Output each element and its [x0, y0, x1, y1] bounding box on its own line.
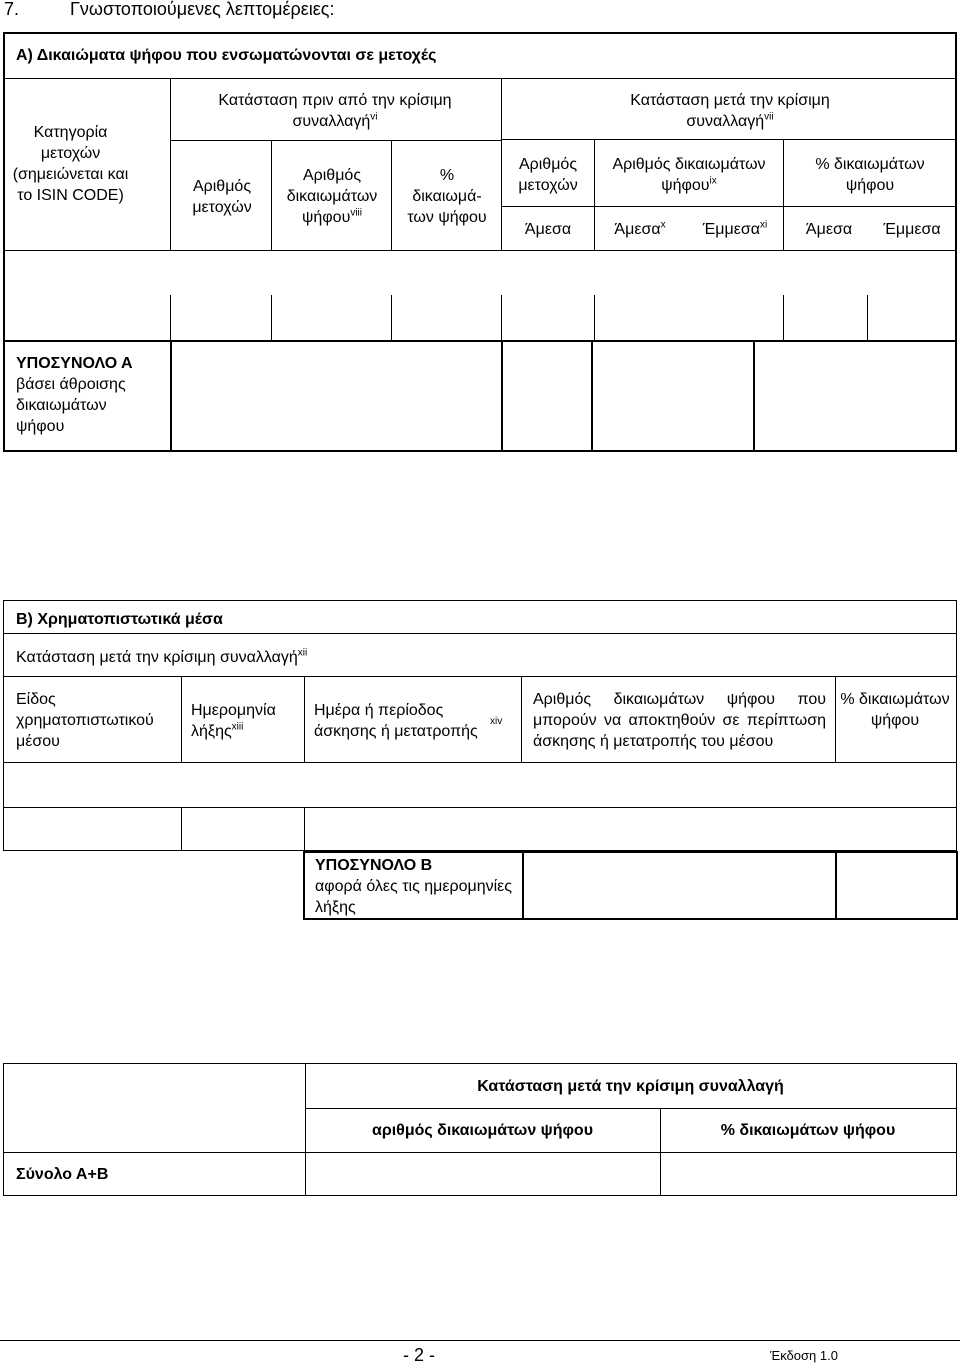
part-a-data-bottom-line — [4, 340, 956, 342]
after-col-shares: Αριθμός μετοχών — [518, 156, 578, 194]
part-a-data-line-1 — [170, 295, 171, 340]
part-a-data-line-4 — [501, 295, 502, 340]
subtotal-b-text: αφορά όλες τις ημερομηνίες λήξης — [315, 878, 512, 916]
part-b-col-line-3 — [521, 676, 522, 762]
part-a-subheader-line — [501, 206, 956, 207]
before-status-sup: vi — [370, 111, 378, 123]
total-label: Σύνολο Α+Β — [16, 1166, 109, 1183]
part-a-title: Α) Δικαιώματα ψήφου που ενσωματώνονται σε μετοχές — [16, 47, 437, 64]
after-sub-indirect — [693, 219, 777, 240]
part-a-before-subheader-line — [170, 140, 501, 141]
before-col-shares: Αριθμός μετοχών — [192, 178, 252, 216]
col-instrument-type: Είδος χρηματοπιστωτικού μέσου — [16, 691, 154, 750]
part-b-line-4 — [4, 807, 956, 808]
part-a-subtotal-line-4 — [753, 341, 755, 451]
before-col-rights-text: Αριθμός δικαιωμάτων ψήφου — [286, 167, 378, 226]
part-b-line-2 — [4, 676, 956, 677]
after-col-rights-text: Αριθμός δικαιωμάτων ψήφου — [612, 156, 766, 194]
part-b-status — [16, 647, 307, 668]
subtotal-a-text: βάσει άθροισης δικαιωμάτων ψήφου — [16, 376, 126, 435]
part-b-line-3 — [4, 762, 956, 763]
col-expiry-date — [191, 700, 296, 742]
part-a-col-line-1 — [170, 78, 171, 250]
part-a-header-bottom-line — [4, 250, 956, 251]
part-b-title: Β) Χρηματοπιστωτικά μέσα — [16, 611, 223, 628]
after-status-heading — [605, 90, 855, 132]
after-sub-indirect2: Έμμεσα — [883, 221, 941, 238]
col-pct-rights: % δικαιωμάτων ψήφου — [840, 691, 950, 729]
part-b-row-line-1 — [181, 807, 182, 851]
subtotal-b — [315, 855, 515, 918]
total-line-1 — [305, 1108, 956, 1109]
part-a-col-line-4 — [501, 78, 502, 250]
after-sub-indirect-text: Έμμεσα — [702, 221, 760, 238]
section-number: 7. — [4, 0, 20, 19]
section-title: Γνωστοποιούμενες λεπτομέρειες: — [70, 0, 335, 19]
total-col-pct: % δικαιωμάτων ψήφου — [720, 1122, 896, 1139]
footer-rule — [0, 1340, 960, 1341]
part-a-data-line-5 — [594, 295, 595, 340]
total-line-2 — [4, 1152, 956, 1153]
part-b-row-line-2 — [304, 807, 305, 851]
col-exercise-period-sup: xiv — [490, 716, 503, 727]
after-sub-direct2 — [600, 219, 680, 240]
after-sub-direct2-sup: x — [660, 219, 666, 231]
subtotal-b-label: ΥΠΟΣΥΝΟΛΟ Β — [315, 857, 433, 874]
col-rights-acquirable: Αριθμός δικαιωμάτων ψήφου που μπορούν να αποκτηθούν σε περίπτωση άσκησης ή μετατροπής του μέσου — [533, 691, 826, 750]
after-sub-direct: Άμεσα — [524, 221, 572, 238]
part-a-subtotal-line-1 — [170, 341, 172, 451]
after-col-rights — [600, 154, 778, 196]
subtotal-b-line-2 — [835, 851, 837, 920]
part-a-col-line-5 — [594, 139, 595, 250]
after-col-pct: % δικαιωμάτων ψήφου — [815, 156, 925, 194]
before-col-rights — [276, 165, 388, 228]
after-status-sup: vii — [764, 111, 774, 123]
after-col-rights-sup: ix — [709, 175, 717, 187]
part-a-data-line-2 — [271, 295, 272, 340]
part-a-subtotal-line-3 — [591, 341, 593, 451]
before-col-pct: % δικαιωμά-των ψήφου — [407, 167, 487, 226]
part-a-data-line-3 — [391, 295, 392, 340]
subtotal-a-label: ΥΠΟΣΥΝΟΛΟ Α — [16, 355, 133, 372]
after-sub-direct2-text: Άμεσα — [614, 221, 661, 238]
part-a-col-line-2 — [271, 140, 272, 250]
before-status-heading — [185, 90, 485, 132]
after-sub-indirect-sup: xi — [760, 219, 768, 231]
page-number: - 2 - — [403, 1345, 436, 1365]
part-a-header-top-line — [4, 78, 956, 79]
after-status-text: Κατάσταση μετά την κρίσιμη συναλλαγή — [630, 92, 830, 130]
part-b-col-line-4 — [835, 676, 836, 762]
part-b-line-1 — [4, 633, 956, 634]
col-exercise-period: Ημέρα ή περίοδος άσκησης ή μετατροπής — [314, 702, 478, 740]
version-label: Έκδοση 1.0 — [770, 1348, 838, 1363]
subtotal-a — [16, 353, 156, 437]
before-status-text: Κατάσταση πριν από την κρίσιμη συναλλαγή — [218, 92, 452, 130]
part-a-data-line-7 — [867, 295, 868, 340]
total-col-rights: αριθμός δικαιωμάτων ψήφου — [371, 1122, 594, 1139]
before-col-rights-sup: viii — [350, 207, 362, 219]
part-b-status-sup: xii — [297, 647, 308, 659]
part-b-status-text: Κατάσταση μετά την κρίσιμη συναλλαγή — [16, 649, 298, 666]
part-a-col-line-6 — [783, 139, 784, 250]
part-b-col-line-1 — [181, 676, 182, 762]
col-expiry-date-sup: xiii — [231, 721, 244, 733]
part-b-col-line-2 — [304, 676, 305, 762]
subtotal-b-line-1 — [522, 851, 524, 920]
after-sub-direct3: Άμεσα — [805, 221, 853, 238]
part-a-subtotal-line-2 — [501, 341, 503, 451]
part-a-after-subheader-line — [501, 139, 956, 140]
part-a-col-line-3 — [391, 140, 392, 250]
part-a-data-line-6 — [783, 295, 784, 340]
col-expiry-date-text: Ημερομηνία λήξης — [191, 702, 276, 740]
col-share-class: Κατηγορία μετοχών (σημειώνεται και το ISIN CODE) — [12, 124, 129, 204]
total-status: Κατάσταση μετά την κρίσιμη συναλλαγή — [477, 1078, 784, 1095]
